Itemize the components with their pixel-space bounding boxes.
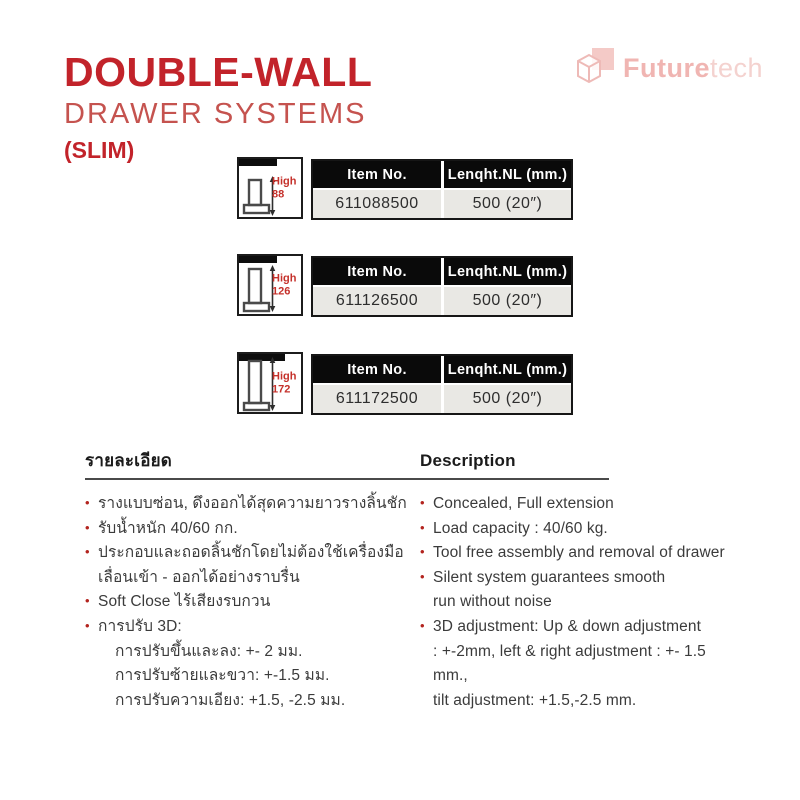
item-no-value: 611172500 <box>313 385 441 413</box>
thai-bullet-list <box>85 492 413 713</box>
list-item-text: Tool free assembly and removal of drawer <box>433 544 725 562</box>
col-header-item-no: Item No. <box>313 161 441 188</box>
list-item-text: Load capacity : 40/60 kg. <box>433 519 608 537</box>
item-no-value: 611126500 <box>313 287 441 315</box>
high-value: 88 <box>272 188 285 200</box>
page-variant: (SLIM) <box>64 137 135 163</box>
list-item-continuation <box>420 590 730 615</box>
bullet-icon: • <box>420 544 425 560</box>
english-section-header: Description <box>420 451 516 470</box>
drawer-height-icon-126 <box>237 254 303 316</box>
high-value: 126 <box>272 285 291 297</box>
list-item <box>85 615 413 640</box>
list-item-continuation <box>420 640 730 689</box>
english-details-column <box>420 450 730 713</box>
height-label <box>272 176 300 201</box>
bullet-icon: • <box>420 617 425 633</box>
height-label <box>272 371 300 396</box>
list-item-text: ประกอบและถอดลิ้นชักโดยไม่ต้องใช้เครื่องมือ <box>98 544 404 562</box>
bullet-icon: • <box>85 593 90 609</box>
list-item <box>420 566 730 591</box>
col-header-length: Lenqht.NL (mm.) <box>444 356 571 383</box>
logo-wordmark <box>623 46 763 90</box>
length-value: 500 (20″) <box>444 190 571 218</box>
high-value: 172 <box>272 383 291 395</box>
drawer-height-icon-172 <box>237 352 303 414</box>
list-item-text: run without noise <box>433 593 552 611</box>
thai-details-column <box>85 450 413 713</box>
product-row-high-88 <box>237 157 573 220</box>
page-subtitle: DRAWER SYSTEMS <box>64 98 367 130</box>
list-item-continuation <box>420 689 730 714</box>
list-item <box>420 541 730 566</box>
futuretech-logo <box>576 46 763 90</box>
list-item-continuation <box>85 566 413 591</box>
list-item-text: Silent system guarantees smooth <box>433 568 666 586</box>
logo-text-light: tech <box>710 53 764 83</box>
col-header-length: Lenqht.NL (mm.) <box>444 258 571 285</box>
list-item-text: เลื่อนเข้า - ออกได้อย่างราบรื่น <box>98 568 300 586</box>
product-row-high-172 <box>237 352 573 415</box>
list-item <box>420 615 730 640</box>
list-item-text: รับน้ำหนัก 40/60 กก. <box>98 519 238 537</box>
col-header-item-no: Item No. <box>313 356 441 383</box>
list-item-text: การปรับขึ้นและลง: +- 2 มม. <box>115 642 303 660</box>
list-item-text: การปรับซ้ายและขวา: +-1.5 มม. <box>115 667 330 685</box>
product-row-high-126 <box>237 254 573 317</box>
product-table <box>311 159 573 220</box>
list-subitem <box>85 664 413 689</box>
cube-logo-icon <box>576 46 616 90</box>
bullet-icon: • <box>420 519 425 535</box>
length-value: 500 (20″) <box>444 385 571 413</box>
item-no-value: 611088500 <box>313 190 441 218</box>
col-header-length: Lenqht.NL (mm.) <box>444 161 571 188</box>
bullet-icon: • <box>85 544 90 560</box>
thai-section-header: รายละเอียด <box>85 451 173 470</box>
list-item <box>85 492 413 517</box>
list-item-text: 3D adjustment: Up & down adjustment <box>433 617 701 635</box>
list-item <box>420 517 730 542</box>
col-header-item-no: Item No. <box>313 258 441 285</box>
list-item-text: การปรับความเอียง: +1.5, -2.5 มม. <box>115 691 346 709</box>
bullet-icon: • <box>85 519 90 535</box>
list-item <box>420 492 730 517</box>
high-word: High <box>272 370 297 383</box>
length-value: 500 (20″) <box>444 287 571 315</box>
product-table <box>311 256 573 317</box>
list-item-text: : +-2mm, left & right adjustment : +- 1.5 mm., <box>433 642 706 685</box>
high-word: High <box>272 175 297 188</box>
drawer-height-icon-88 <box>237 157 303 219</box>
list-item <box>85 541 413 566</box>
list-item-text: tilt adjustment: +1.5,-2.5 mm. <box>433 691 637 709</box>
list-item-text: Soft Close ไร้เสียงรบกวน <box>98 593 271 611</box>
list-item-text: การปรับ 3D: <box>98 617 182 635</box>
bullet-icon: • <box>420 568 425 584</box>
english-bullet-list <box>420 492 730 713</box>
list-item <box>85 590 413 615</box>
bullet-icon: • <box>420 495 425 510</box>
list-item-text: รางแบบซ่อน, ดึงออกได้สุดความยาวรางลิ้นชัก <box>98 495 407 512</box>
bullet-icon: • <box>85 617 90 633</box>
list-item <box>85 517 413 542</box>
high-word: High <box>272 272 297 285</box>
list-subitem <box>85 689 413 714</box>
list-subitem <box>85 640 413 665</box>
product-table <box>311 354 573 415</box>
height-label <box>272 273 300 298</box>
logo-text-bold: Future <box>623 53 710 83</box>
list-item-text: Concealed, Full extension <box>433 495 614 512</box>
page-title: DOUBLE-WALL <box>64 49 373 95</box>
title-block <box>64 50 372 163</box>
bullet-icon: • <box>85 495 90 510</box>
